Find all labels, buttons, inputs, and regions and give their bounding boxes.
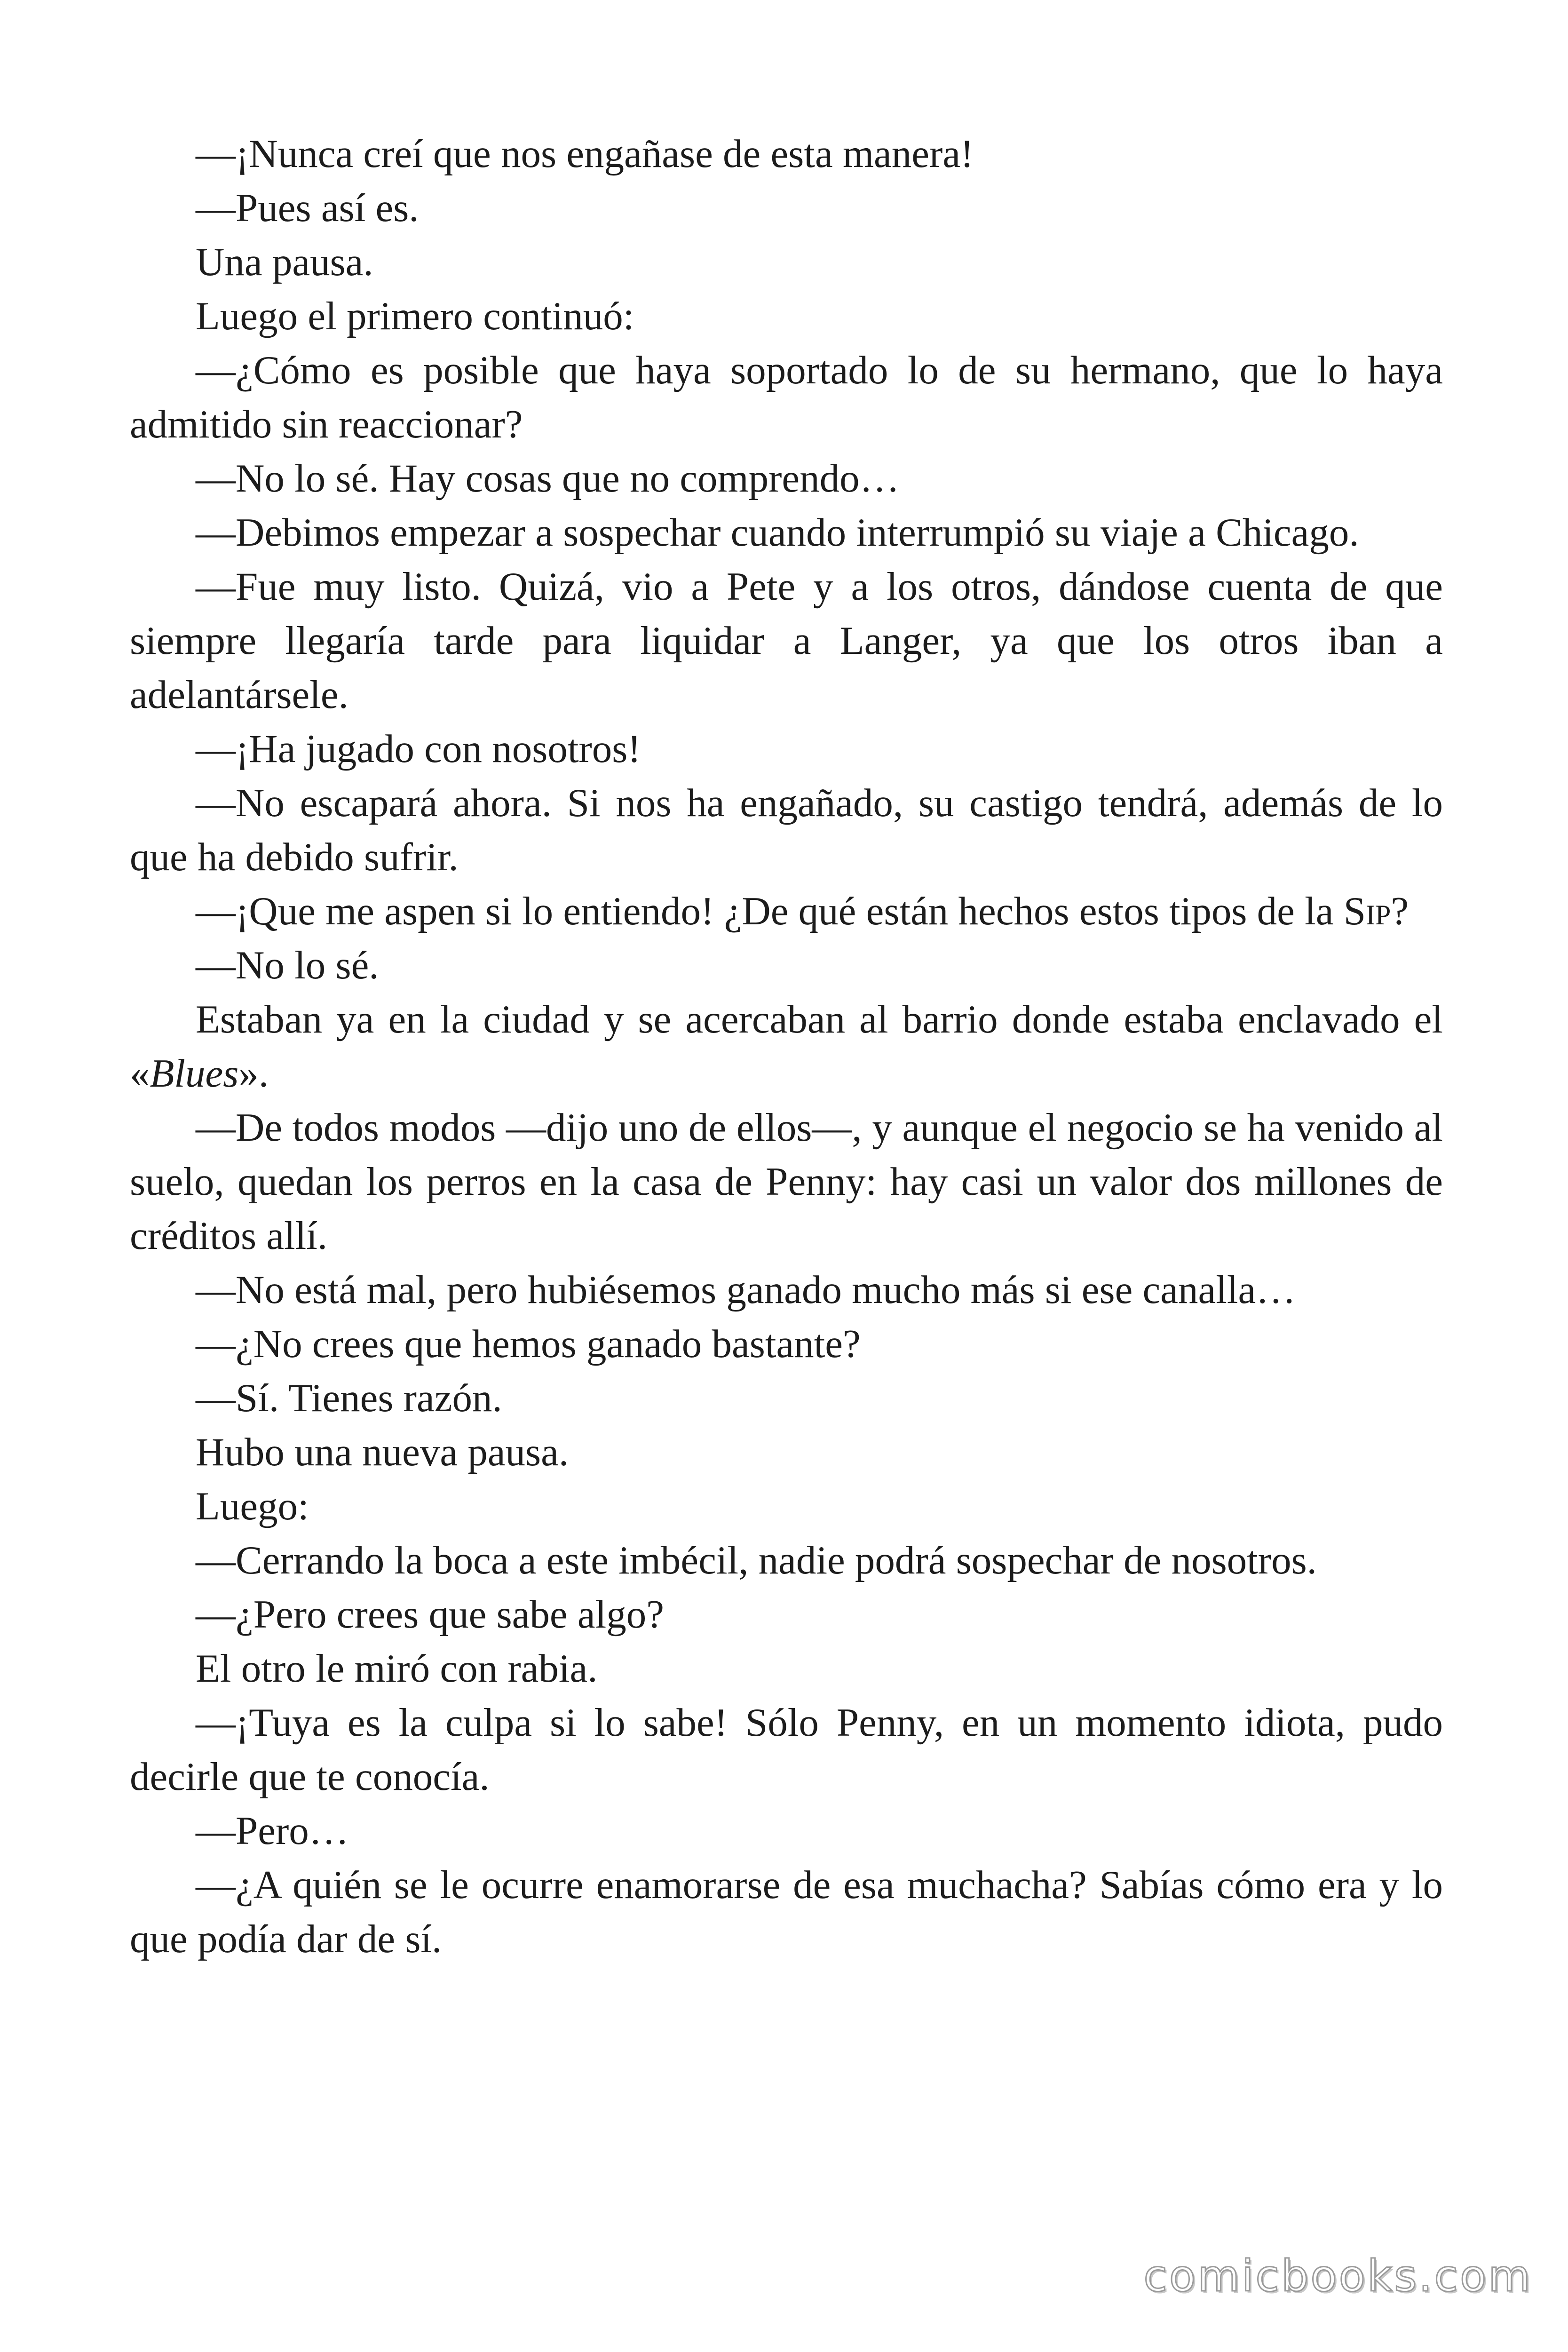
watermark: comicbooks.com (1143, 2251, 1532, 2301)
paragraph: Una pausa. (196, 240, 373, 284)
paragraph-text: Estaban ya en la ciudad y se acercaban al barrio donde estaba enclavado el « (130, 997, 1443, 1096)
page-text (130, 127, 1443, 1966)
paragraph: —De todos modos —dijo uno de ellos—, y aunque el negocio se ha venido al suelo, quedan los perros en la casa de Penny: hay casi un valor dos millones de créditos allí. (130, 1105, 1443, 1258)
paragraph: —No escapará ahora. Si nos ha engañado, su castigo tendrá, además de lo que ha debido sufrir. (130, 781, 1443, 879)
paragraph (130, 884, 1443, 938)
paragraph: —¿Cómo es posible que haya soportado lo de su hermano, que lo haya admitido sin reaccionar? (130, 348, 1443, 446)
paragraph: —No lo sé. (196, 943, 379, 987)
paragraph: —¡Nunca creí que nos engañase de esta manera! (196, 132, 974, 176)
paragraph-text: ». (238, 1051, 269, 1096)
paragraph-text: ? (1391, 889, 1409, 933)
paragraph: Hubo una nueva pausa. (196, 1430, 569, 1474)
paragraph: —Pues así es. (196, 186, 419, 230)
paragraph: Luego el primero continuó: (196, 294, 634, 338)
paragraph: —Debimos empezar a sospechar cuando interrumpió su viaje a Chicago. (196, 510, 1359, 555)
club-name: Blues (150, 1051, 239, 1096)
paragraph: —Sí. Tienes razón. (196, 1376, 502, 1420)
paragraph: —¿Pero crees que sabe algo? (196, 1592, 664, 1637)
paragraph: Luego: (196, 1484, 309, 1528)
paragraph: —¿No crees que hemos ganado bastante? (196, 1322, 861, 1366)
paragraph: —¡Tuya es la culpa si lo sabe! Sólo Penny, en un momento idiota, pudo decirle que te conocía. (130, 1700, 1443, 1799)
organization-name: Sip (1343, 889, 1391, 933)
paragraph: —No lo sé. Hay cosas que no comprendo… (196, 456, 900, 501)
paragraph: —No está mal, pero hubiésemos ganado mucho más si ese canalla… (196, 1268, 1296, 1312)
paragraph-text: —¡Que me aspen si lo entiendo! ¿De qué están hechos estos tipos de la (196, 889, 1344, 933)
paragraph: —Fue muy listo. Quizá, vio a Pete y a los otros, dándose cuenta de que siempre llegaría tarde para liquidar a Langer, ya que los otros iban a adelantársele. (130, 564, 1443, 717)
paragraph: —¿A quién se le ocurre enamorarse de esa muchacha? Sabías cómo era y lo que podía dar de sí. (130, 1863, 1443, 1961)
paragraph: El otro le miró con rabia. (196, 1646, 598, 1691)
paragraph (130, 993, 1443, 1101)
paragraph: —Pero… (196, 1809, 349, 1853)
paragraph: —¡Ha jugado con nosotros! (196, 727, 641, 771)
paragraph: —Cerrando la boca a este imbécil, nadie podrá sospechar de nosotros. (196, 1538, 1317, 1582)
